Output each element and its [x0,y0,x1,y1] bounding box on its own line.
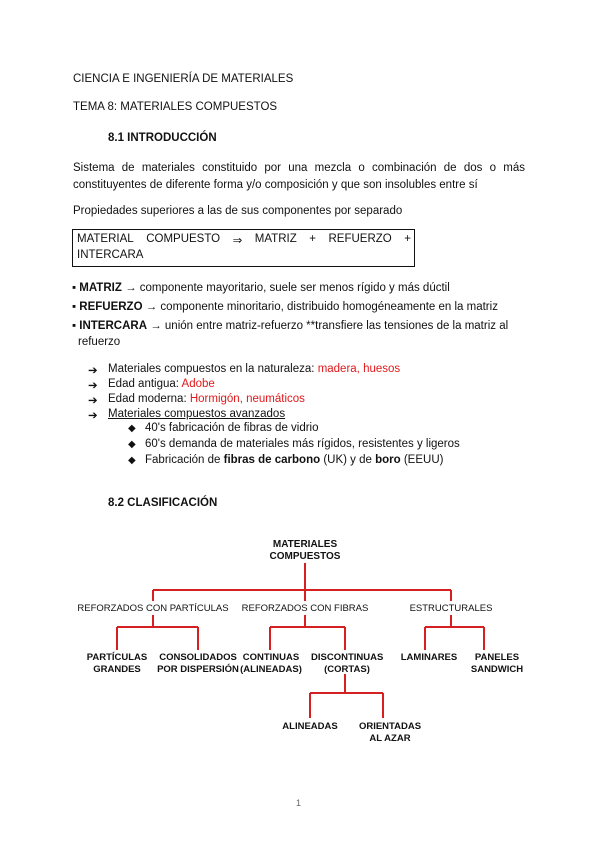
topic-title: TEMA 8: MATERIALES COMPUESTOS [73,101,278,113]
term-intercara: INTERCARA [79,320,148,332]
arrow-item-ancient-label: Edad antigua: [108,378,179,390]
definition-line-2: constituyentes de diferente forma y/o composición y que son insolubles entre sí [73,179,478,191]
course-title: CIENCIA E INGENIERÍA DE MATERIALES [73,73,294,85]
arrow-bullet-icon: ➔ [88,410,98,422]
term-refuerzo: REFUERZO [79,301,143,313]
node-continuous-line-1: CONTINUAS [242,652,300,663]
sub-item-boron-term: boro [375,454,401,466]
node-composite-materials [255,539,355,563]
box-implies-symbol: ⇒ [232,235,243,247]
sub-item-carbon-pre: Fabricación de [145,454,224,466]
node-continuous-fibers [240,652,302,676]
sub-item-demand: 60's demanda de materiales más rígidos, resistentes y ligeros [145,438,460,450]
node-dispersion-line-2: POR DISPERSIÓN [157,664,239,675]
node-root-line-1: MATERIALES [272,539,338,550]
node-random-line-1: ORIENTADAS [358,721,422,732]
box-word-material: MATERIAL [77,233,134,245]
node-structural: ESTRUCTURALES [409,603,493,614]
node-dispersion-strengthened [156,652,240,676]
page-number: 1 [296,798,302,808]
node-sandwich-line-2: SANDWICH [470,664,524,675]
sub-item-carbon-term: fibras de carbono [223,454,321,466]
node-randomly-oriented [354,721,426,745]
node-discontinuous-fibers [311,652,383,676]
properties-text: Propiedades superiores a las de sus componentes por separado [73,205,403,217]
sub-item-glass-fiber: 40's fabricación de fibras de vidrio [145,422,319,434]
node-large-particles-line-2: GRANDES [93,664,141,675]
node-aligned: ALINEADAS [282,721,338,732]
square-bullet-icon: ▪ [72,301,77,313]
arrow-item-modern-highlight: Hormigón, neumáticos [189,393,305,405]
diamond-bullet-icon: ◆ [128,423,136,434]
right-arrow-icon: → [125,282,137,294]
tree-connectors [117,563,484,718]
node-sandwich-line-1: PANELES [474,652,520,663]
bullet-intercara-continuation: refuerzo [78,336,121,348]
node-continuous-line-2: (ALINEADAS) [240,664,302,675]
arrow-item-advanced: Materiales compuestos avanzados [108,408,286,420]
sub-item-carbon-mid: (UK) y de [320,454,376,466]
node-large-particles-line-1: PARTÍCULAS [86,652,148,663]
arrow-bullet-icon: ➔ [88,380,98,392]
node-random-line-2: AL AZAR [369,733,411,744]
node-large-particles [82,652,152,676]
arrow-bullet-icon: ➔ [88,395,98,407]
box-plus-1: + [309,233,316,245]
arrow-item-nature-label: Materiales compuestos en la naturaleza: [108,363,315,375]
box-plus-2: + [404,233,411,245]
box-word-compuesto: COMPUESTO [146,233,221,245]
node-sandwich-panels [466,652,528,676]
bullet-matriz-text: componente mayoritario, suele ser menos rígido y más dúctil [136,282,450,294]
section-title-classification: 8.2 CLASIFICACIÓN [108,497,218,509]
square-bullet-icon: ▪ [72,320,77,332]
node-dispersion-line-1: CONSOLIDADOS [159,652,237,663]
node-root-line-2: COMPUESTOS [269,551,341,562]
diamond-bullet-icon: ◆ [128,439,136,450]
sub-item-carbon-post: (EEUU) [400,454,444,466]
section-title-introduction: 8.1 INTRODUCCIÓN [108,132,217,144]
arrow-item-modern-label: Edad moderna: [108,393,187,405]
diamond-bullet-icon: ◆ [128,455,136,466]
box-word-matriz: MATRIZ [254,233,297,245]
definition-line-1: Sistema de materiales constituido por una mezcla o combinación de dos o más [73,162,525,174]
arrow-bullet-icon: ➔ [88,365,98,377]
composition-line-2: INTERCARA [77,249,144,261]
right-arrow-icon: → [150,320,162,332]
right-arrow-icon: → [145,301,158,313]
arrow-item-nature-highlight: madera, huesos [317,363,401,375]
node-discontinuous-line-2: (CORTAS) [324,664,370,675]
node-laminar: LAMINARES [400,652,458,663]
arrow-item-ancient-highlight: Adobe [181,378,215,390]
box-word-refuerzo: REFUERZO [328,233,392,245]
bullet-refuerzo-text: componente minoritario, distribuido homogéneamente en la matriz [157,301,498,313]
term-matriz: MATRIZ [79,282,122,294]
bullet-intercara-text: unión entre matriz-refuerzo **transfiere las tensiones de la matriz al [161,320,509,332]
square-bullet-icon: ▪ [72,282,77,294]
node-fiber-reinforced: REFORZADOS CON FIBRAS [241,603,369,614]
node-discontinuous-line-1: DISCONTINUAS [311,652,384,663]
node-particle-reinforced: REFORZADOS CON PARTÍCULAS [77,603,229,614]
